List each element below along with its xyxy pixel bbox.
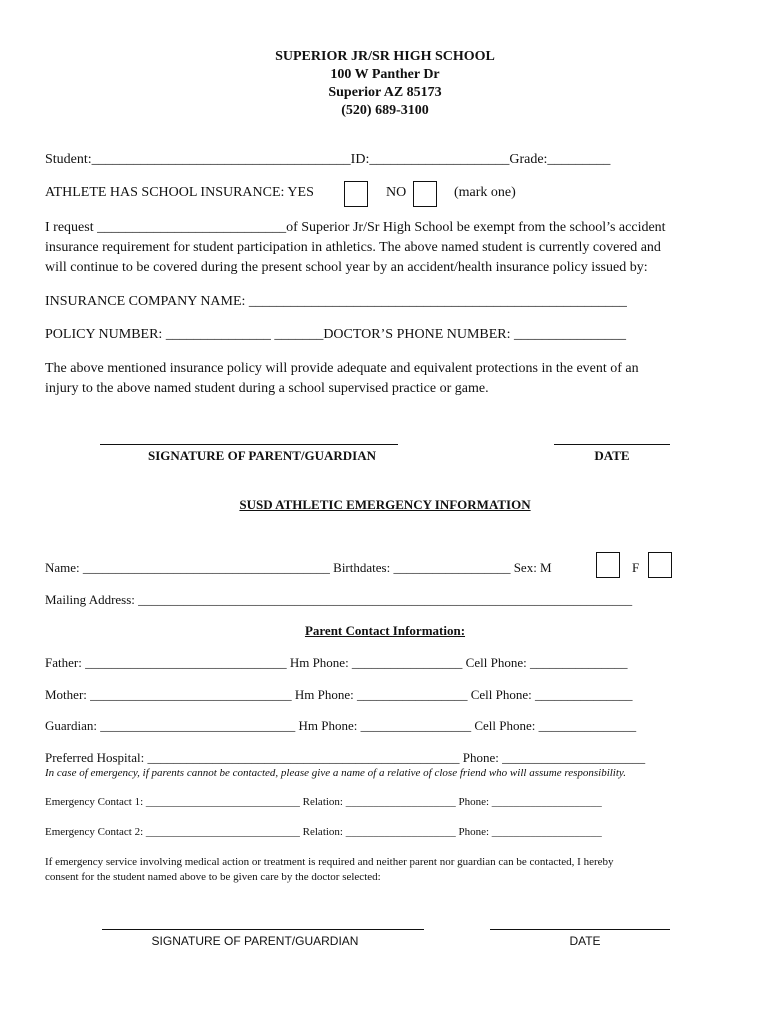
adequate-paragraph-line1: The above mentioned insurance policy will provide adequate and equivalent protections in the event of an — [45, 361, 639, 376]
sex-m-checkbox[interactable] — [596, 552, 620, 578]
mailing-address-line[interactable]: Mailing Address: ____________________________________________________________________________ — [45, 592, 633, 607]
consent-paragraph-line2: consent for the student named above to be given care by the doctor selected: — [45, 871, 381, 883]
school-header — [0, 48, 770, 120]
policy-number-line[interactable]: POLICY NUMBER: _______________ _______DOCTOR’S PHONE NUMBER: ________________ — [45, 327, 627, 342]
parent-contact-title: Parent Contact Information: — [304, 623, 466, 638]
emergency-parent-signature-line[interactable] — [102, 929, 424, 930]
school-address-line1: 100 W Panther Dr — [330, 67, 440, 82]
athlete-insurance-question — [45, 185, 314, 201]
parent-signature-line[interactable] — [100, 444, 398, 445]
request-paragraph-line1[interactable]: I request ___________________________of Superior Jr/Sr High School be exempt from the school’s accident — [45, 220, 666, 235]
school-phone: (520) 689-3100 — [341, 103, 429, 118]
adequate-paragraph-line2: injury to the above named student during a school supervised practice or game. — [45, 381, 489, 396]
request-paragraph-line3: will continue to be covered during the present school year by an accident/health insurance policy issued by: — [45, 260, 648, 275]
date-line[interactable] — [554, 444, 670, 445]
sex-f-checkbox[interactable] — [648, 552, 672, 578]
date-label: DATE — [594, 448, 630, 463]
consent-paragraph-line1: If emergency service involving medical action or treatment is required and neither parent nor guardian can be contacted, I hereby — [45, 856, 614, 868]
emergency-parent-signature-label: SIGNATURE OF PARENT/GUARDIAN — [151, 934, 359, 948]
parent-signature-label: SIGNATURE OF PARENT/GUARDIAN — [148, 448, 376, 463]
name-birthdate-sex-line[interactable]: Name: ______________________________________ Birthdates: __________________ Sex: M — [45, 560, 552, 575]
sex-f-label: F — [632, 560, 640, 575]
preferred-hospital-line[interactable]: Preferred Hospital: ________________________________________________ Phone: ______________________ — [45, 750, 646, 765]
no-checkbox[interactable] — [413, 181, 437, 207]
emergency-date-line[interactable] — [490, 929, 670, 930]
insurance-company-line[interactable]: INSURANCE COMPANY NAME: ______________________________________________________ — [45, 294, 627, 309]
emergency-info-title: SUSD ATHLETIC EMERGENCY INFORMATION — [239, 497, 531, 512]
emergency-date-label: DATE — [569, 934, 601, 948]
yes-checkbox[interactable] — [344, 181, 368, 207]
emergency-contact1-line[interactable]: Emergency Contact 1: ____________________________ Relation: ____________________ Phone: ____________________ — [45, 796, 602, 808]
emergency-contact2-line[interactable]: Emergency Contact 2: ____________________________ Relation: ____________________ Phone: ____________________ — [45, 826, 602, 838]
school-name: SUPERIOR JR/SR HIGH SCHOOL — [275, 49, 495, 64]
emergency-case-note: In case of emergency, if parents cannot be contacted, please give a name of a relative of close friend who will assume responsibility. — [45, 767, 626, 779]
student-line[interactable]: Student:_____________________________________ID:____________________Grade:_________ — [45, 152, 611, 167]
mother-line[interactable]: Mother: _______________________________ Hm Phone: _________________ Cell Phone: _______________ — [45, 687, 633, 702]
no-label: NO — [386, 185, 407, 200]
guardian-line[interactable]: Guardian: ______________________________ Hm Phone: _________________ Cell Phone: _______________ — [45, 718, 637, 733]
request-paragraph-line2: insurance requirement for student participation in athletics. The above named student is currently covered and — [45, 240, 661, 255]
school-address-line2: Superior AZ 85173 — [328, 85, 442, 100]
father-line[interactable]: Father: _______________________________ Hm Phone: _________________ Cell Phone: _______________ — [45, 655, 628, 670]
mark-one-note: (mark one) — [454, 185, 516, 200]
athlete-insurance-label: ATHLETE HAS SCHOOL INSURANCE: YES — [45, 185, 314, 200]
